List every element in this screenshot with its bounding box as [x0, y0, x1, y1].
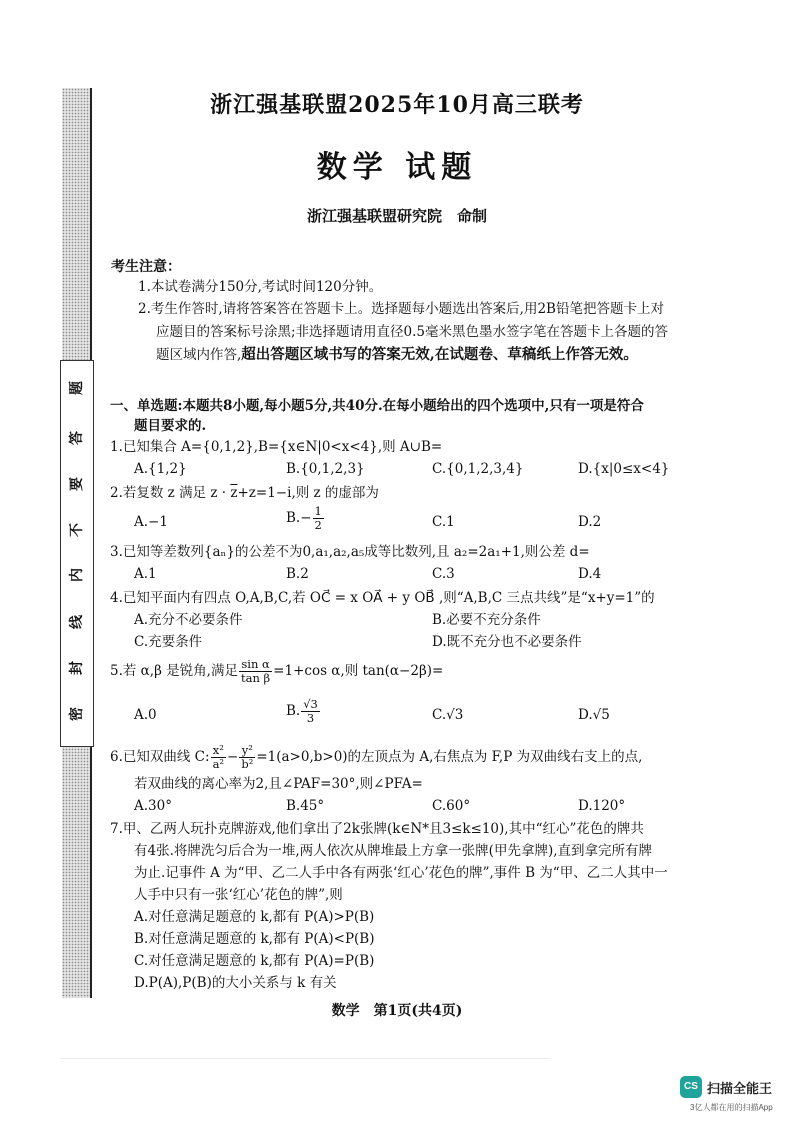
- fraction-denominator: b²: [241, 757, 254, 771]
- notice-item-text: 题区域内作答,: [156, 347, 242, 363]
- camscanner-logo-icon: CS: [680, 1076, 702, 1098]
- question-2-option-b: [286, 505, 325, 532]
- question-5-option-c: C.√3: [432, 707, 464, 723]
- fraction-numerator: 1: [314, 504, 322, 518]
- question-5-option-d: D.√5: [578, 707, 610, 723]
- exam-title: 浙江强基联盟2025年10月高三联考: [210, 92, 584, 118]
- conjugate-z: $\overline{z}$: [230, 485, 238, 501]
- question-7-stem-cont: 为止.记事件 A 为“甲、乙二人手中各有两张‘红心’花色的牌”,事件 B 为“甲、乙二人其中一: [134, 865, 668, 881]
- fraction: [313, 505, 324, 532]
- fraction: [239, 658, 272, 685]
- question-3-option-b: B.2: [286, 566, 309, 582]
- option-prefix: B.−: [286, 510, 312, 526]
- binding-char: 封: [69, 661, 85, 675]
- scanner-app-name: 扫描全能王: [707, 1081, 773, 1096]
- binding-char: 不: [69, 523, 85, 537]
- question-5-stem-part: 5.若 α,β 是锐角,满足: [110, 663, 238, 679]
- exam-organizer: 浙江强基联盟研究院 命制: [306, 207, 487, 225]
- binding-char: 线: [69, 615, 85, 629]
- question-7-stem: 7.甲、乙两人玩扑克牌游戏,他们拿出了2k张牌(k∈N*且3≤k≤10),其中“红心”花色的牌共: [110, 821, 644, 837]
- section-heading-cont: 题目要求的.: [134, 418, 207, 434]
- question-7-option-a: A.对任意满足题意的 k,都有 P(A)>P(B): [134, 909, 375, 925]
- binding-char: 密: [69, 707, 85, 721]
- fraction-numerator: √3: [303, 697, 318, 711]
- question-2-stem-part: +z=1−i,则 z 的虚部为: [237, 485, 379, 501]
- question-5-option-a: A.0: [134, 707, 157, 723]
- binding-char: 题: [69, 381, 85, 395]
- question-4-option-b: B.必要不充分条件: [432, 612, 541, 628]
- question-1-option-d: D.{x|0≤x<4}: [578, 461, 670, 477]
- notice-warning: 超出答题区域书写的答案无效,在试题卷、草稿纸上作答无效。: [241, 346, 638, 363]
- question-2-stem-part: 2.若复数 z 满足 z ·: [110, 485, 231, 501]
- notice-heading: 考生注意：: [111, 259, 181, 275]
- page-footer: 数学 第1页(共4页): [331, 1003, 463, 1019]
- section-heading: 一、单选题:本题共8小题,每小题5分,共40分.在每小题给出的四个选项中,只有一项是符合: [110, 398, 644, 414]
- binding-char: 答: [69, 431, 85, 445]
- question-3-option-d: D.4: [578, 566, 602, 582]
- question-2-option-c: C.1: [432, 514, 455, 530]
- binding-char: 内: [69, 568, 85, 582]
- question-6-option-a: A.30°: [134, 798, 172, 814]
- question-4-option-a: A.充分不必要条件: [134, 612, 243, 628]
- question-7-option-d: D.P(A),P(B)的大小关系与 k 有关: [134, 975, 337, 991]
- question-4-option-d: D.既不充分也不必要条件: [432, 634, 582, 650]
- question-7-stem-cont: 有4张.将牌洗匀后合为一堆,两人依次从牌堆最上方拿一张牌(甲先拿牌),直到拿完所有牌: [134, 843, 652, 859]
- binding-char: 要: [69, 477, 85, 491]
- question-1-option-a: A.{1,2}: [134, 461, 187, 477]
- fraction-numerator: x²: [211, 744, 226, 758]
- minus-sign: −: [227, 749, 239, 765]
- fraction-denominator: 3: [306, 711, 315, 725]
- question-6-stem-line2: 若双曲线的离心率为2,且∠PAF=30°,则∠PFA=: [134, 776, 423, 792]
- fraction: [239, 744, 255, 771]
- question-7-option-b: B.对任意满足题意的 k,都有 P(A)<P(B): [134, 931, 375, 947]
- question-1-option-b: B.{0,1,2,3}: [286, 461, 365, 477]
- option-prefix: B.: [286, 703, 301, 719]
- question-1-stem: 1.已知集合 A={0,1,2},B={x∈N|0<x<4},则 A∪B=: [110, 439, 443, 455]
- fraction-numerator: sin α: [239, 658, 272, 672]
- fraction-denominator: 2: [314, 518, 322, 532]
- fraction: [301, 698, 320, 725]
- fraction-numerator: y²: [239, 744, 255, 758]
- divider: [60, 1058, 550, 1059]
- question-4-option-c: C.充要条件: [134, 634, 203, 650]
- question-6-option-b: B.45°: [286, 798, 325, 814]
- fraction-denominator: a²: [212, 757, 225, 771]
- notice-item: 2.考生作答时,请将答案答在答题卡上。选择题每小题选出答案后,用2B铅笔把答题卡上对: [138, 301, 664, 317]
- question-5-stem-part: =1+cos α,则 tan(α−2β)=: [273, 663, 444, 679]
- question-2-stem: [110, 484, 379, 502]
- question-5-option-b: [286, 698, 321, 725]
- question-4-stem: 4.已知平面内有四点 O,A,B,C,若 OC⃗ = x OA⃗ + y OB⃗ ,则“A,B,C 三点共线”是“x+y=1”的: [110, 590, 655, 606]
- question-6-option-d: D.120°: [578, 798, 626, 814]
- question-6-stem-part: 6.已知双曲线 C:: [110, 749, 210, 765]
- notice-item: 1.本试卷满分150分,考试时间120分钟。: [138, 279, 383, 295]
- fraction-denominator: tan β: [240, 671, 271, 685]
- question-5-stem: [110, 658, 443, 685]
- question-6-option-c: C.60°: [432, 798, 471, 814]
- question-6-stem-part: =1(a>0,b>0)的左顶点为 A,右焦点为 F,P 为双曲线右支上的点,: [256, 749, 643, 765]
- question-2-option-d: D.2: [578, 514, 602, 530]
- fraction: [211, 744, 226, 771]
- question-3-option-a: A.1: [134, 566, 157, 582]
- notice-item: 应题目的答案标号涂黑;非选择题请用直径0.5毫米黑色墨水签字笔在答题卡上各题的答: [156, 324, 669, 340]
- question-7-stem-cont: 人手中只有一张‘红心’花色的牌”,则: [134, 887, 343, 903]
- question-6-stem: [110, 744, 642, 771]
- question-2-option-a: A.−1: [134, 514, 168, 530]
- question-7-option-c: C.对任意满足题意的 k,都有 P(A)=P(B): [134, 953, 375, 969]
- question-1-option-c: C.{0,1,2,3,4}: [432, 461, 524, 477]
- subject-title: 数学 试题: [316, 150, 478, 185]
- notice-item: [156, 346, 638, 364]
- scanner-tagline: 3亿人都在用的扫描App: [690, 1103, 773, 1112]
- question-3-option-c: C.3: [432, 566, 455, 582]
- binding-notice-box: [60, 360, 94, 747]
- question-3-stem: 3.已知等差数列{aₙ}的公差不为0,a₁,a₂,a₅成等比数列,且 a₂=2a₁+1,则公差 d=: [110, 544, 590, 560]
